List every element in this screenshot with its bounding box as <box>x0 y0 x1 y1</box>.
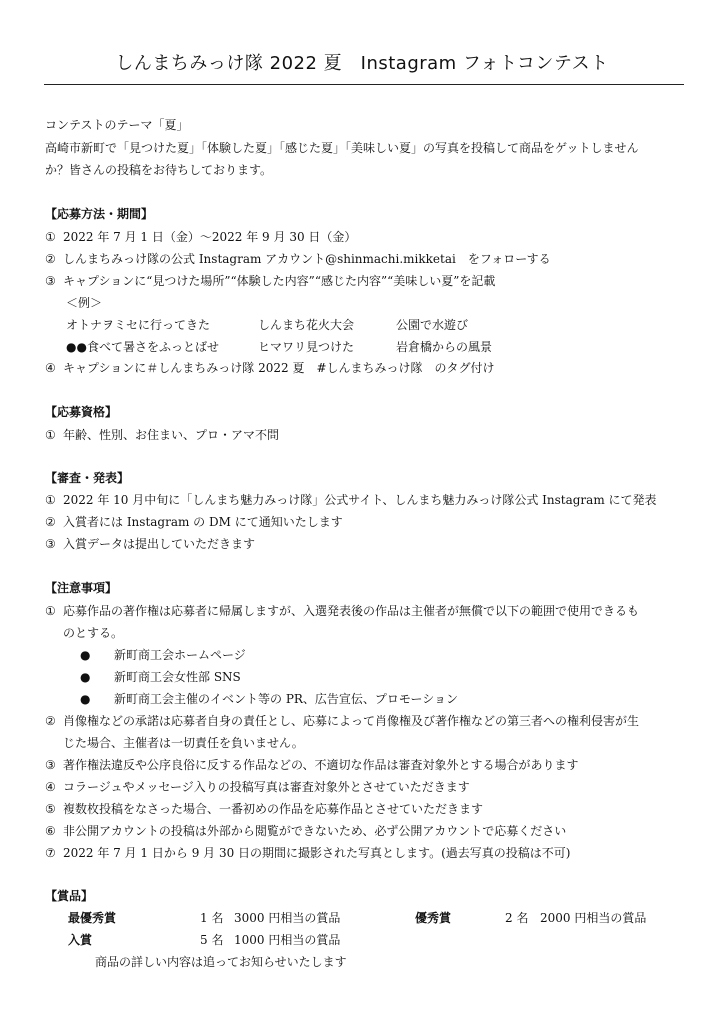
notes-item-2 <box>45 713 639 729</box>
eligibility-item-1 <box>45 427 279 443</box>
prize-detail-excellent: 2000 円相当の賞品 <box>540 911 647 925</box>
item-number: ④ <box>45 361 56 375</box>
notes-item-1-continued: のとする。 <box>63 626 124 640</box>
example-cell: しんまち花火大会 <box>258 318 355 332</box>
title-divider <box>44 84 684 85</box>
prize-detail-entry: 1000 円相当の賞品 <box>234 933 341 947</box>
bullet-icon: ● <box>80 692 91 706</box>
item-number: ⑥ <box>45 824 56 838</box>
example-cell: 公園で水遊び <box>396 318 469 332</box>
item-number: ⑤ <box>45 802 56 816</box>
notes-heading: 【注意事項】 <box>45 581 118 595</box>
item-text: 2022 年 7 月 1 日から 9 月 30 日の期間に撮影された写真とします。(過去写真の投稿は不可) <box>63 846 571 860</box>
bullet-text: 新町商工会ホームページ <box>114 648 246 662</box>
prize-footnote: 商品の詳しい内容は追ってお知らせいたします <box>95 955 347 969</box>
item-text: 入賞者には Instagram の DM にて通知いたします <box>63 515 343 529</box>
method-item-1 <box>45 229 356 245</box>
item-text: 入賞データは提出していただきます <box>63 537 256 551</box>
prize-name-excellent: 優秀賞 <box>415 911 452 925</box>
example-cell: 岩倉橋からの風景 <box>396 340 493 354</box>
prize-name-grand: 最優秀賞 <box>68 911 117 925</box>
judging-item-3 <box>45 536 255 552</box>
item-number: ④ <box>45 780 56 794</box>
prize-detail-grand: 3000 円相当の賞品 <box>234 911 341 925</box>
notes-item-5 <box>45 801 483 817</box>
bullet-icon: ● <box>80 670 91 684</box>
method-item-3 <box>45 273 495 289</box>
judging-item-1 <box>45 492 657 508</box>
method-item-2 <box>45 251 551 267</box>
item-text: 2022 年 7 月 1 日（金）～2022 年 9 月 30 日（金） <box>63 230 357 244</box>
item-number: ③ <box>45 274 56 288</box>
notes-bullet <box>80 647 246 663</box>
item-text: 応募作品の著作権は応募者に帰属しますが、入選発表後の作品は主催者が無償で以下の範囲で使用できるも <box>63 604 640 618</box>
item-text: キャプションに＃しんまちみっけ隊 2022 夏 #しんまちみっけ隊 のタグ付け <box>63 361 495 375</box>
item-text: 著作権法違反や公序良俗に反する作品などの、不適切な作品は審査対象外とする場合があります <box>63 758 579 772</box>
item-number: ② <box>45 515 56 529</box>
bullet-text: 新町商工会女性部 SNS <box>114 670 241 684</box>
prize-name-entry: 入賞 <box>68 933 93 947</box>
item-text: しんまちみっけ隊の公式 Instagram アカウント@shinmachi.mikketai をフォローする <box>63 252 551 266</box>
item-number: ③ <box>45 758 56 772</box>
example-cell: オトナヲミセに行ってきた <box>66 318 211 332</box>
item-number: ② <box>45 714 56 728</box>
item-number: ① <box>45 604 56 618</box>
example-cell: ヒマワリ見つけた <box>258 340 355 354</box>
eligibility-heading: 【応募資格】 <box>45 405 118 419</box>
prize-count-grand: 1 名 <box>200 911 224 925</box>
method-heading: 【応募方法・期間】 <box>45 207 154 221</box>
example-cell: ●●食べて暑さをふっとばせ <box>66 340 219 354</box>
item-text: 年齢、性別、お住まい、プロ・アマ不問 <box>63 428 280 442</box>
document-title: しんまちみっけ隊 2022 夏 Instagram フォトコンテスト <box>115 53 609 74</box>
notes-item-3 <box>45 757 579 773</box>
item-text: 複数枚投稿をなさった場合、一番初めの作品を応募作品とさせていただきます <box>63 802 484 816</box>
item-number: ① <box>45 428 56 442</box>
theme-body-line2: か？皆さんの投稿をお待ちしております。 <box>45 163 273 177</box>
prize-count-excellent: 2 名 <box>505 911 529 925</box>
judging-heading: 【審査・発表】 <box>45 471 130 485</box>
judging-item-2 <box>45 514 343 530</box>
item-text: 肖像権などの承諾は応募者自身の責任とし、応募によって肖像権及び著作権などの第三者への権利侵害が生 <box>63 714 640 728</box>
item-text: 非公開アカウントの投稿は外部から閲覧ができないため、必ず公開アカウントで応募ください <box>63 824 567 838</box>
notes-bullet <box>80 691 458 707</box>
prizes-heading: 【賞品】 <box>45 889 94 903</box>
notes-item-1 <box>45 603 639 619</box>
item-text: コラージュやメッセージ入りの投稿写真は審査対象外とさせていただきます <box>63 780 470 794</box>
theme-body-line1: 高崎市新町で「見つけた夏」「体験した夏」「感じた夏」「美味しい夏」の写真を投稿して商品をゲットしません <box>45 141 639 155</box>
notes-item-4 <box>45 779 470 795</box>
theme-label: コンテストのテーマ「夏」 <box>45 118 189 132</box>
bullet-icon: ● <box>80 648 91 662</box>
item-number: ① <box>45 493 56 507</box>
item-text: 2022 年 10 月中旬に「しんまち魅力みっけ隊」公式サイト、しんまち魅力みっけ隊公式 Instagram にて発表 <box>63 493 657 507</box>
item-number: ① <box>45 230 56 244</box>
item-number: ⑦ <box>45 846 56 860</box>
notes-item-7 <box>45 845 570 861</box>
notes-bullet <box>80 669 241 685</box>
prize-count-entry: 5 名 <box>200 933 224 947</box>
item-number: ③ <box>45 537 56 551</box>
item-number: ② <box>45 252 56 266</box>
notes-item-6 <box>45 823 566 839</box>
notes-item-2-continued: じた場合、主催者は一切責任を負いません。 <box>63 736 304 750</box>
example-label: ＜例＞ <box>66 296 103 310</box>
item-text: キャプションに“見つけた場所”“体験した内容”“感じた内容”“美味しい夏”を記載 <box>63 274 496 288</box>
method-item-4 <box>45 360 495 376</box>
bullet-text: 新町商工会主催のイベント等の PR、広告宣伝、プロモーション <box>114 692 458 706</box>
